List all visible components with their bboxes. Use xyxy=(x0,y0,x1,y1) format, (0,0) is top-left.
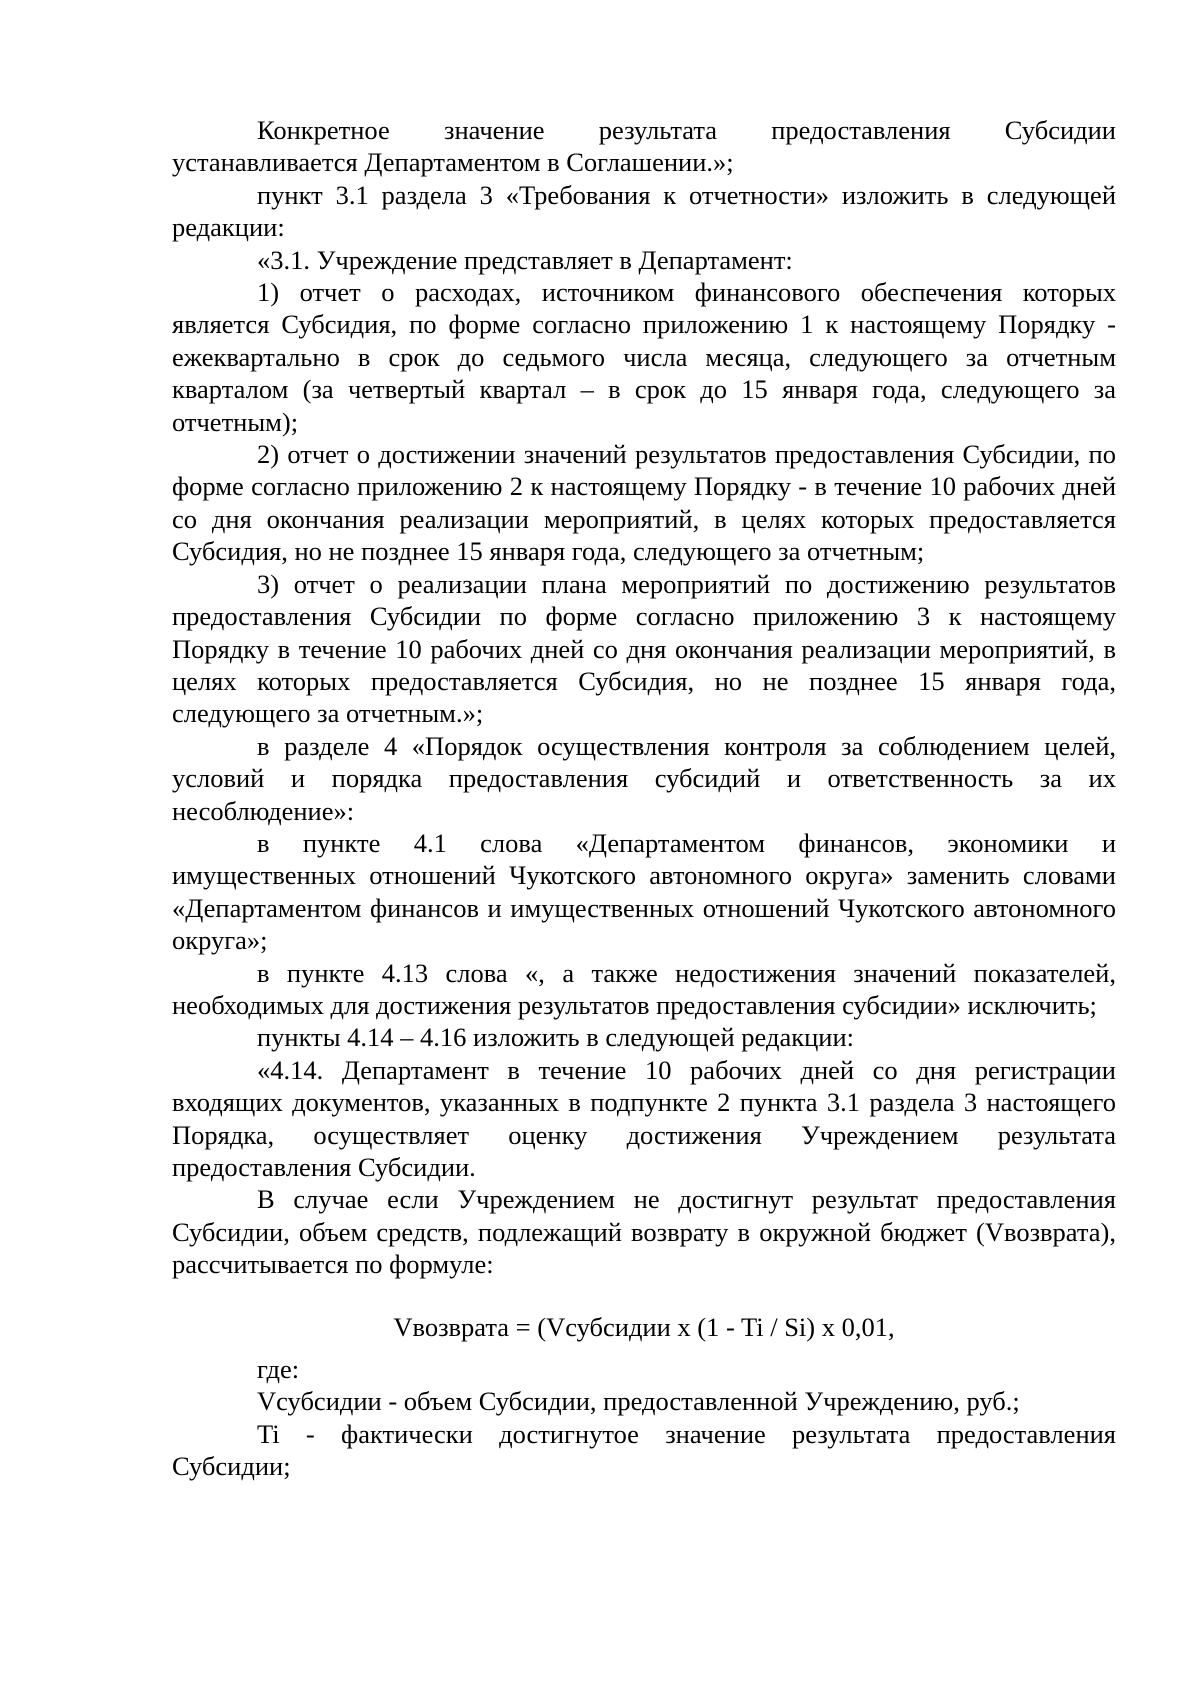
document-body xyxy=(172,114,1116,1483)
paragraph: в пункте 4.1 слова «Департаментом финансов, экономики и имущественных отношений Чукотского автономного округа» заменить словами «Департаментом финансов и имущественных отношений Чукотского автономного округа»; xyxy=(172,827,1116,956)
paragraph: 2) отчет о достижении значений результатов предоставления Субсидии, по форме согласно приложению 2 к настоящему Порядку - в течение 10 рабочих дней со дня окончания реализации мероприятий, в целях которых предоставляется Субсидия, но не позднее 15 января года, следующего за отчетным; xyxy=(172,439,1116,567)
paragraph: Vсубсидии - объем Субсидии, предоставленной Учреждению, руб.; xyxy=(257,1386,1020,1417)
formula: Vвозврата = (Vсубсидии x (1 - Ti / Si) x 0,01, xyxy=(393,1311,895,1342)
paragraph: 3) отчет о реализации плана мероприятий по достижению результатов предоставления Субсидии по форме согласно приложению 3 к настоящему Порядку в течение 10 рабочих дней со дня окончания реализации мероприятий, в целях которых предоставляется Субсидия, но не позднее 15 января года, следующего за отчетным.»; xyxy=(172,568,1116,729)
paragraph: «3.1. Учреждение представляет в Департамент: xyxy=(257,244,793,275)
paragraph: в пункте 4.13 слова «, а также недостижения значений показателей, необходимых для достижения результатов предоставления субсидии» исключить; xyxy=(172,957,1116,1020)
paragraph: «4.14. Департамент в течение 10 рабочих дней со дня регистрации входящих документов, указанных в подпункте 2 пункта 3.1 раздела 3 настоящего Порядка, осуществляет оценку достижения Учреждением результата предоставления Субсидии. xyxy=(172,1054,1116,1182)
paragraph: пункт 3.1 раздела 3 «Требования к отчетности» изложить в следующей редакции: xyxy=(172,179,1116,243)
paragraph: Конкретное значение результата предоставления Субсидии устанавливается Департаментом в Соглашении.»; xyxy=(172,115,1116,178)
paragraph: В случае если Учреждением не достигнут результат предоставления Субсидии, объем средств, подлежащий возврату в окружной бюджет (Vвозврата), рассчитывается по формуле: xyxy=(172,1184,1116,1280)
paragraph: Ti - фактически достигнутое значение результата предоставления Субсидии; xyxy=(172,1418,1116,1482)
paragraph: где: xyxy=(257,1354,300,1385)
paragraph: 1) отчет о расходах, источником финансового обеспечения которых является Субсидия, по форме согласно приложению 1 к настоящему Порядку - ежеквартально в срок до седьмого числа месяца, следующего за отчетным кварталом (за четвертый квартал – в срок до 15 января года, следующего за отчетным); xyxy=(172,277,1116,437)
paragraph: в разделе 4 «Порядок осуществления контроля за соблюдением целей, условий и порядка предоставления субсидий и ответственность за их несоблюдение»: xyxy=(172,730,1116,826)
paragraph: пункты 4.14 – 4.16 изложить в следующей редакции: xyxy=(257,1022,855,1053)
